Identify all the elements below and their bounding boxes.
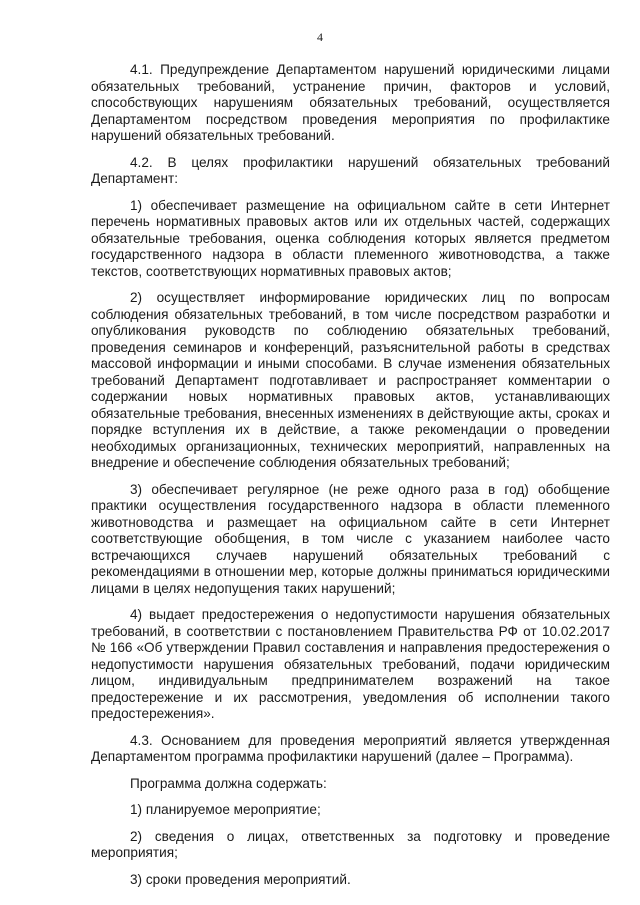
paragraph-4-3: 4.3. Основанием для проведения мероприятий является утвержденная Департаментом программа профилактики нарушений (далее – Программа). [91,732,610,764]
paragraph-4-2-item-2: 2) осуществляет информирование юридических лиц по вопросам соблюдения обязательных требований, в том числе посредством разработки и опубликования руководств по соблюдению обязательных требований, проведения семинаров и конференций, разъяснительной работы в средствах массовой информации и иными способами. В случае изменения обязательных требований Департамент подготавливает и распространяет комментарии о содержании новых нормативных правовых актов, устанавливающих обязательные требования, внесенных изменениях в действующие акты, сроках и порядке вступления их в действие, а также рекомендации о проведении необходимых организационных, технических мероприятий, направленных на внедрение и обеспечение соблюдения обязательных требований; [91,290,610,470]
page-number: 4 [317,30,323,44]
paragraph-4-2-item-1: 1) обеспечивает размещение на официальном сайте в сети Интернет перечень нормативных правовых актов или их отдельных частей, содержащих обязательные требования, оценка соблюдения которых является предметом государственного надзора в области племенного животноводства, а также текстов, соответствующих нормативных правовых актов; [91,197,610,279]
paragraph-program-item-2: 2) сведения о лицах, ответственных за подготовку и проведение мероприятия; [91,828,610,860]
document-body [91,62,610,898]
paragraph-program-intro: Программа должна содержать: [130,775,327,791]
paragraph-4-2-item-3: 3) обеспечивает регулярное (не реже одного раза в год) обобщение практики осуществления государственного надзора в области племенного животноводства и размещает на официальном сайте в сети Интернет соответствующие обобщения, в том числе с указанием наиболее часто встречающихся случаев нарушений обязательных требований с рекомендациями в отношении мер, которые должны приниматься юридическими лицами в целях недопущения таких нарушений; [91,481,610,596]
paragraph-program-item-1: 1) планируемое мероприятие; [130,802,321,817]
paragraph-4-2: 4.2. В целях профилактики нарушений обязательных требований Департамент: [91,154,610,186]
paragraph-program-item-3: 3) сроки проведения мероприятий. [130,871,351,887]
paragraph-4-1: 4.1. Предупреждение Департаментом нарушений юридическими лицами обязательных требований, устранение причин, факторов и условий, способствующих нарушениям обязательных требований, осуществляется Департаментом посредством проведения мероприятия по профилактике нарушений обязательных требований. [91,62,610,143]
paragraph-4-2-item-4: 4) выдает предостережения о недопустимости нарушения обязательных требований, в соответствии с постановлением Правительства РФ от 10.02.2017 № 166 «Об утверждении Правил составления и направления предостережения о недопустимости нарушения обязательных требований, подачи юридическим лицом, индивидуальным предпринимателем возражений на такое предостережение и их рассмотрения, уведомления об исполнении такого предостережения». [91,607,610,721]
